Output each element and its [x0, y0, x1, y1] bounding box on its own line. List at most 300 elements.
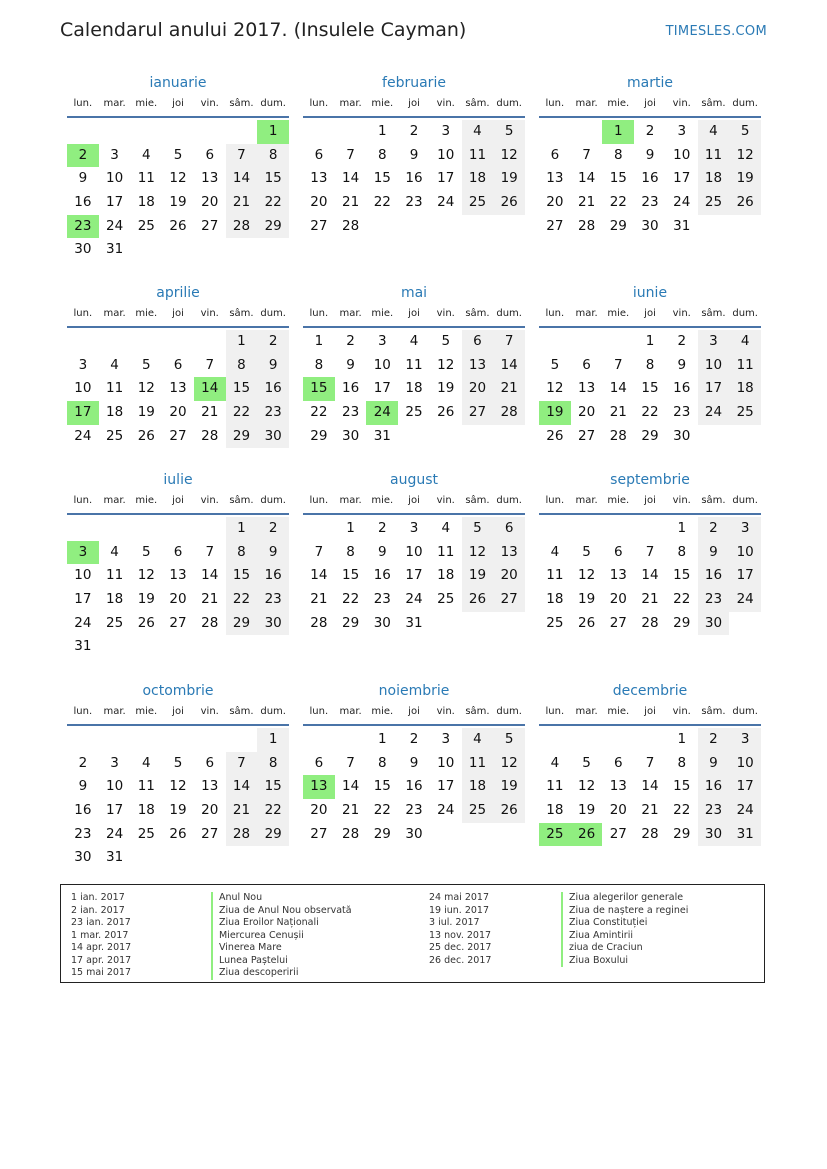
weekday-header [539, 491, 761, 515]
weekday-label: mie. [607, 706, 630, 717]
weekday-label: dum. [732, 98, 758, 109]
empty-cell [226, 635, 258, 659]
weekday-label: mie. [371, 495, 394, 506]
day-cell: 10 [437, 754, 455, 771]
day-cell: 20 [310, 194, 328, 211]
day-cell: 16 [698, 775, 730, 799]
weekday-header [539, 702, 761, 726]
legend-names-right [561, 892, 688, 967]
week-row [539, 144, 761, 168]
day-cell: 10 [437, 146, 455, 163]
weekday-header [67, 94, 289, 118]
day-cell: 7 [205, 356, 215, 373]
holiday-name: Anul Nou [211, 892, 352, 905]
week-row [303, 775, 525, 799]
day-cell: 17 [729, 564, 761, 588]
day-cell: 27 [310, 825, 328, 842]
day-cell: 23 [698, 588, 730, 612]
weekday-label: sâm. [229, 98, 254, 109]
day-cell: 15 [226, 377, 258, 401]
day-cell: 21 [493, 377, 525, 401]
day-cell: 15 [641, 380, 659, 397]
day-cell: 25 [729, 401, 761, 425]
weekday-label: lun. [309, 706, 329, 717]
day-cell: 4 [110, 543, 119, 560]
empty-cell [430, 425, 462, 449]
day-cell: 4 [698, 120, 730, 144]
week-row [67, 215, 289, 239]
day-cell: 25 [462, 191, 494, 215]
empty-cell [634, 517, 666, 541]
day-cell: 20 [201, 194, 219, 211]
day-cell: 8 [257, 144, 289, 168]
day-cell: 13 [462, 354, 494, 378]
day-cell: 25 [539, 823, 571, 847]
weekday-label: sâm. [701, 706, 726, 717]
day-cell: 31 [105, 241, 124, 258]
day-cell: 12 [137, 380, 155, 397]
day-cell: 28 [341, 217, 360, 234]
day-cell: 6 [173, 543, 183, 560]
empty-cell [303, 517, 335, 541]
day-cell: 17 [373, 380, 391, 397]
day-cell: 19 [137, 591, 155, 608]
week-row [539, 120, 761, 144]
day-cell: 10 [105, 170, 124, 187]
weekday-label: joi [644, 706, 656, 717]
weekday-label: mar. [339, 706, 362, 717]
holiday-name: Lunea Paștelui [211, 955, 352, 968]
empty-cell [130, 846, 162, 870]
week-row [539, 330, 761, 354]
empty-cell [194, 635, 226, 659]
weekday-label: vin. [672, 706, 691, 717]
day-cell: 10 [729, 541, 761, 565]
day-cell: 8 [314, 356, 324, 373]
day-cell: 12 [169, 778, 187, 795]
brand-link[interactable]: TIMESLES.COM [665, 24, 767, 39]
day-cell: 20 [493, 564, 525, 588]
day-cell: 10 [105, 778, 124, 795]
weekday-label: mar. [575, 308, 598, 319]
empty-cell [602, 330, 634, 354]
day-cell: 23 [74, 825, 92, 842]
day-cell: 13 [169, 380, 187, 397]
empty-cell [194, 238, 226, 262]
day-cell: 11 [546, 567, 564, 584]
day-cell: 15 [673, 778, 691, 795]
day-cell: 23 [641, 194, 659, 211]
day-cell: 18 [137, 802, 155, 819]
weekday-label: joi [408, 706, 420, 717]
day-cell: 18 [462, 167, 494, 191]
weekday-label: sâm. [229, 308, 254, 319]
day-cell: 24 [698, 401, 730, 425]
day-cell: 7 [314, 543, 324, 560]
day-cell: 28 [577, 217, 596, 234]
day-cell: 19 [137, 404, 155, 421]
empty-cell [539, 120, 571, 144]
day-cell: 1 [257, 120, 289, 144]
day-cell: 6 [462, 330, 494, 354]
weekday-label: mar. [339, 495, 362, 506]
holiday-date: 17 apr. 2017 [71, 954, 132, 966]
day-cell: 4 [142, 146, 151, 163]
day-cell: 7 [346, 146, 355, 163]
weekday-label: lun. [309, 98, 329, 109]
weekday-label: vin. [672, 98, 691, 109]
weekday-label: mar. [339, 98, 362, 109]
day-cell: 22 [609, 194, 627, 211]
weekday-label: sâm. [701, 495, 726, 506]
day-cell: 12 [169, 170, 187, 187]
day-cell: 5 [173, 754, 183, 771]
weekday-label: mie. [135, 98, 158, 109]
day-cell: 3 [441, 731, 451, 747]
day-cell: 17 [673, 170, 691, 187]
week-row [67, 354, 289, 378]
empty-cell [194, 728, 226, 752]
holiday-name: Ziua descoperirii [211, 967, 352, 980]
holiday-legend [60, 884, 765, 983]
day-cell: 5 [441, 333, 451, 349]
day-cell: 31 [405, 614, 423, 631]
day-cell: 12 [493, 752, 525, 776]
day-cell: 26 [571, 823, 603, 847]
week-row [303, 191, 525, 215]
day-cell: 26 [577, 614, 596, 631]
day-cell: 19 [437, 380, 455, 397]
month-name: septembrie [610, 472, 690, 488]
empty-cell [335, 120, 367, 144]
holiday-name: Ziua Amintirii [561, 930, 688, 943]
weekday-label: sâm. [229, 706, 254, 717]
day-cell: 19 [169, 194, 187, 211]
day-cell: 22 [310, 404, 328, 421]
week-row [67, 238, 289, 262]
empty-cell [335, 728, 367, 752]
month-aprilie [67, 282, 289, 448]
day-cell: 3 [677, 123, 687, 139]
weekday-header [303, 702, 525, 726]
day-cell: 25 [462, 799, 494, 823]
day-cell: 13 [310, 170, 328, 187]
month-august [303, 469, 525, 635]
month-name: aprilie [156, 285, 200, 301]
week-row [539, 541, 761, 565]
weekday-label: vin. [200, 308, 219, 319]
day-cell: 16 [373, 567, 391, 584]
day-cell: 6 [550, 146, 560, 163]
day-cell: 6 [173, 356, 183, 373]
weekday-label: dum. [260, 495, 286, 506]
week-row [303, 517, 525, 541]
week-row [539, 728, 761, 752]
day-cell: 3 [729, 517, 761, 541]
month-name: ianuarie [149, 75, 207, 91]
day-cell: 9 [78, 170, 88, 187]
week-row [303, 401, 525, 425]
day-cell: 13 [303, 775, 335, 799]
day-cell: 2 [409, 123, 419, 139]
day-cell: 5 [582, 543, 591, 560]
day-cell: 1 [257, 728, 289, 752]
week-row [539, 799, 761, 823]
day-cell: 3 [729, 728, 761, 752]
weekday-label: mar. [575, 495, 598, 506]
empty-cell [430, 612, 462, 636]
day-cell: 20 [169, 404, 187, 421]
weekday-header [67, 304, 289, 328]
holiday-date: 26 dec. 2017 [429, 954, 492, 966]
day-cell: 14 [226, 775, 258, 799]
day-cell: 28 [641, 614, 659, 631]
day-cell: 25 [137, 217, 155, 234]
week-row [67, 823, 289, 847]
empty-cell [99, 728, 131, 752]
empty-cell [366, 215, 398, 239]
week-row [303, 541, 525, 565]
day-cell: 30 [74, 849, 92, 866]
month-noiembrie [303, 680, 525, 846]
day-cell: 5 [729, 120, 761, 144]
weekday-label: lun. [309, 308, 329, 319]
day-cell: 21 [609, 404, 627, 421]
day-cell: 13 [169, 567, 187, 584]
day-cell: 17 [437, 778, 455, 795]
weekday-label: vin. [436, 98, 455, 109]
day-cell: 26 [437, 404, 455, 421]
weekday-label: mie. [371, 308, 394, 319]
empty-cell [194, 120, 226, 144]
day-cell: 27 [169, 614, 187, 631]
weekday-label: sâm. [701, 308, 726, 319]
day-cell: 1 [645, 333, 655, 349]
empty-cell [130, 517, 162, 541]
day-cell: 3 [110, 754, 119, 771]
day-cell: 19 [493, 775, 525, 799]
week-row [67, 517, 289, 541]
week-row [539, 752, 761, 776]
day-cell: 6 [493, 517, 525, 541]
weekday-header [67, 702, 289, 726]
week-row [67, 612, 289, 636]
week-row [303, 799, 525, 823]
day-cell: 9 [698, 752, 730, 776]
day-cell: 18 [105, 591, 124, 608]
week-row [539, 823, 761, 847]
day-cell: 7 [226, 144, 258, 168]
month-name: iunie [632, 285, 668, 301]
weekday-label: joi [172, 98, 184, 109]
holiday-date: 14 apr. 2017 [71, 942, 132, 953]
day-cell: 27 [609, 825, 627, 842]
day-cell: 24 [437, 802, 455, 819]
day-cell: 14 [609, 380, 627, 397]
weekday-label: dum. [260, 308, 286, 319]
weekday-label: mie. [607, 98, 630, 109]
week-row [539, 215, 761, 239]
day-cell: 29 [226, 425, 258, 449]
weekday-header [303, 94, 525, 118]
empty-cell [194, 517, 226, 541]
day-cell: 14 [341, 778, 360, 795]
day-cell: 4 [729, 330, 761, 354]
day-cell: 28 [493, 401, 525, 425]
holiday-date: 1 mar. 2017 [71, 929, 129, 941]
day-cell: 27 [577, 427, 596, 444]
week-row [539, 775, 761, 799]
month-octombrie [67, 680, 289, 870]
day-cell: 22 [257, 191, 289, 215]
week-row [539, 354, 761, 378]
day-cell: 6 [314, 754, 324, 771]
day-cell: 8 [226, 541, 258, 565]
month-septembrie [539, 469, 761, 635]
weekday-label: mar. [103, 706, 126, 717]
weekday-label: mie. [135, 706, 158, 717]
day-cell: 16 [341, 380, 360, 397]
month-name: mai [400, 285, 428, 301]
day-cell: 21 [226, 799, 258, 823]
week-row [67, 541, 289, 565]
day-cell: 25 [105, 427, 124, 444]
empty-cell [571, 120, 603, 144]
day-cell: 13 [201, 778, 219, 795]
weekday-label: lun. [545, 308, 565, 319]
empty-cell [571, 728, 603, 752]
weekday-label: vin. [436, 706, 455, 717]
empty-cell [130, 330, 162, 354]
legend-names-left [211, 892, 352, 980]
week-row [303, 612, 525, 636]
holiday-date: 15 mai 2017 [71, 967, 132, 978]
day-cell: 3 [698, 330, 730, 354]
weekday-label: lun. [73, 308, 93, 319]
weekday-label: joi [172, 495, 184, 506]
day-cell: 2 [257, 330, 289, 354]
day-cell: 11 [137, 170, 155, 187]
weekday-label: mie. [135, 308, 158, 319]
day-cell: 17 [67, 401, 99, 425]
day-cell: 17 [437, 170, 455, 187]
week-row [303, 752, 525, 776]
day-cell: 16 [257, 564, 289, 588]
day-cell: 8 [677, 543, 687, 560]
day-cell: 17 [729, 775, 761, 799]
day-cell: 19 [539, 401, 571, 425]
day-cell: 15 [226, 564, 258, 588]
day-cell: 17 [105, 194, 124, 211]
day-cell: 5 [142, 543, 151, 560]
empty-cell [130, 635, 162, 659]
day-cell: 4 [409, 333, 419, 349]
holiday-date: 3 iul. 2017 [429, 917, 480, 928]
day-cell: 10 [373, 356, 391, 373]
week-row [67, 425, 289, 449]
empty-cell [493, 823, 525, 847]
day-cell: 31 [373, 427, 391, 444]
empty-cell [398, 425, 430, 449]
day-cell: 28 [201, 614, 219, 631]
legend-dates-right [429, 892, 491, 967]
week-row [67, 775, 289, 799]
week-row [303, 215, 525, 239]
day-cell: 12 [437, 356, 455, 373]
empty-cell [539, 330, 571, 354]
day-cell: 24 [74, 614, 92, 631]
day-cell: 22 [373, 194, 391, 211]
day-cell: 2 [677, 333, 687, 349]
day-cell: 1 [602, 120, 634, 144]
month-decembrie [539, 680, 761, 846]
weekday-label: lun. [545, 495, 565, 506]
day-cell: 8 [677, 754, 687, 771]
day-cell: 21 [341, 194, 360, 211]
day-cell: 12 [137, 567, 155, 584]
day-cell: 13 [546, 170, 564, 187]
week-row [67, 564, 289, 588]
day-cell: 22 [373, 802, 391, 819]
day-cell: 16 [698, 564, 730, 588]
weekday-label: joi [408, 98, 420, 109]
day-cell: 29 [641, 427, 659, 444]
empty-cell [398, 215, 430, 239]
day-cell: 26 [137, 614, 155, 631]
day-cell: 20 [577, 404, 596, 421]
day-cell: 18 [698, 167, 730, 191]
day-cell: 9 [257, 354, 289, 378]
day-cell: 21 [201, 404, 219, 421]
week-row [303, 425, 525, 449]
day-cell: 11 [546, 778, 564, 795]
day-cell: 14 [577, 170, 596, 187]
week-row [67, 191, 289, 215]
empty-cell [226, 120, 258, 144]
day-cell: 26 [169, 217, 187, 234]
day-cell: 20 [546, 194, 564, 211]
day-cell: 22 [641, 404, 659, 421]
day-cell: 17 [698, 377, 730, 401]
weekday-label: joi [644, 98, 656, 109]
day-cell: 2 [67, 144, 99, 168]
holiday-name: Vinerea Mare [211, 942, 352, 955]
day-cell: 12 [546, 380, 564, 397]
day-cell: 25 [546, 614, 564, 631]
day-cell: 30 [641, 217, 659, 234]
weekday-label: mar. [103, 98, 126, 109]
week-row [539, 564, 761, 588]
day-cell: 11 [405, 356, 423, 373]
day-cell: 23 [257, 588, 289, 612]
holiday-name: Ziua Boxului [561, 955, 688, 968]
weekday-label: lun. [309, 495, 329, 506]
weekday-label: mar. [339, 308, 362, 319]
day-cell: 26 [546, 427, 564, 444]
day-cell: 16 [673, 380, 691, 397]
day-cell: 19 [729, 167, 761, 191]
week-row [539, 191, 761, 215]
month-name: februarie [382, 75, 446, 91]
day-cell: 6 [205, 146, 215, 163]
day-cell: 19 [577, 802, 596, 819]
week-row [303, 823, 525, 847]
day-cell: 10 [74, 567, 92, 584]
day-cell: 16 [74, 194, 92, 211]
empty-cell [303, 120, 335, 144]
day-cell: 3 [409, 520, 419, 536]
day-cell: 19 [462, 564, 494, 588]
